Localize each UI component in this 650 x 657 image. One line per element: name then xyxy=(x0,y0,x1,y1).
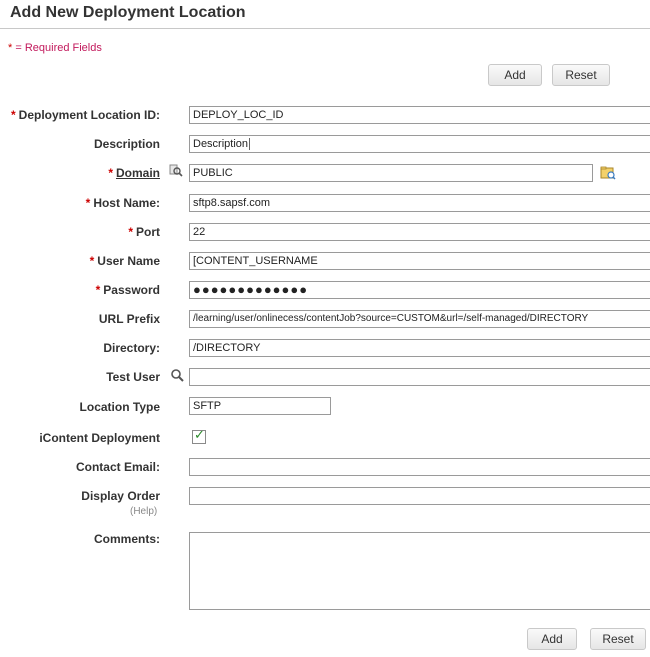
password-label: * Password xyxy=(95,283,160,297)
comments-textarea[interactable] xyxy=(189,532,650,610)
reset-button-bottom[interactable]: Reset xyxy=(590,628,646,650)
required-fields-text: = Required Fields xyxy=(15,42,102,54)
location-type-label: Location Type xyxy=(79,400,160,414)
icontent-deployment-checkbox[interactable] xyxy=(192,427,206,444)
test-user-label: Test User xyxy=(106,370,160,384)
host-name-input[interactable]: sftp8.sapsf.com xyxy=(189,194,650,212)
page-title: Add New Deployment Location xyxy=(10,4,246,21)
domain-input[interactable]: PUBLIC xyxy=(189,164,593,182)
url-prefix-label: URL Prefix xyxy=(98,312,160,326)
icontent-deployment-label: iContent Deployment xyxy=(39,431,160,445)
add-button-bottom[interactable]: Add xyxy=(527,628,577,650)
search-icon[interactable] xyxy=(170,368,184,382)
port-label: * Port xyxy=(128,225,160,239)
required-star: * xyxy=(8,42,13,54)
host-name-label: * Host Name: xyxy=(85,196,160,210)
search-icon[interactable] xyxy=(169,164,183,178)
add-button[interactable]: Add xyxy=(488,64,542,86)
user-name-label: * User Name xyxy=(89,254,160,268)
test-user-input[interactable] xyxy=(189,368,650,386)
location-type-input[interactable]: SFTP xyxy=(189,397,331,415)
comments-label: Comments: xyxy=(93,532,160,546)
password-input[interactable]: ●●●●●●●●●●●●● xyxy=(189,281,650,299)
user-name-input[interactable]: [CONTENT_USERNAME xyxy=(189,252,650,270)
deployment-location-id-label: * Deployment Location ID: xyxy=(10,108,160,122)
domain-label: * Domain xyxy=(108,166,160,180)
description-label: Description xyxy=(93,137,160,151)
checkmark-icon: ✓ xyxy=(194,427,205,442)
display-order-input[interactable] xyxy=(189,487,650,505)
description-input[interactable]: Description xyxy=(189,135,650,153)
display-order-help-link[interactable]: (Help) xyxy=(130,506,158,517)
required-fields-note xyxy=(8,42,102,54)
contact-email-label: Contact Email: xyxy=(75,460,160,474)
deployment-location-id-input[interactable]: DEPLOY_LOC_ID xyxy=(189,106,650,124)
folder-lookup-icon[interactable] xyxy=(600,165,616,181)
url-prefix-input[interactable]: /learning/user/onlinecess/contentJob?source=CUSTOM&url=/self-managed/DIRECTORY xyxy=(189,310,650,328)
directory-label: Directory: xyxy=(103,341,160,355)
contact-email-input[interactable] xyxy=(189,458,650,476)
reset-button[interactable]: Reset xyxy=(552,64,610,86)
display-order-label: Display Order xyxy=(81,489,160,503)
directory-input[interactable]: /DIRECTORY xyxy=(189,339,650,357)
port-input[interactable]: 22 xyxy=(189,223,650,241)
title-bar xyxy=(0,0,650,29)
